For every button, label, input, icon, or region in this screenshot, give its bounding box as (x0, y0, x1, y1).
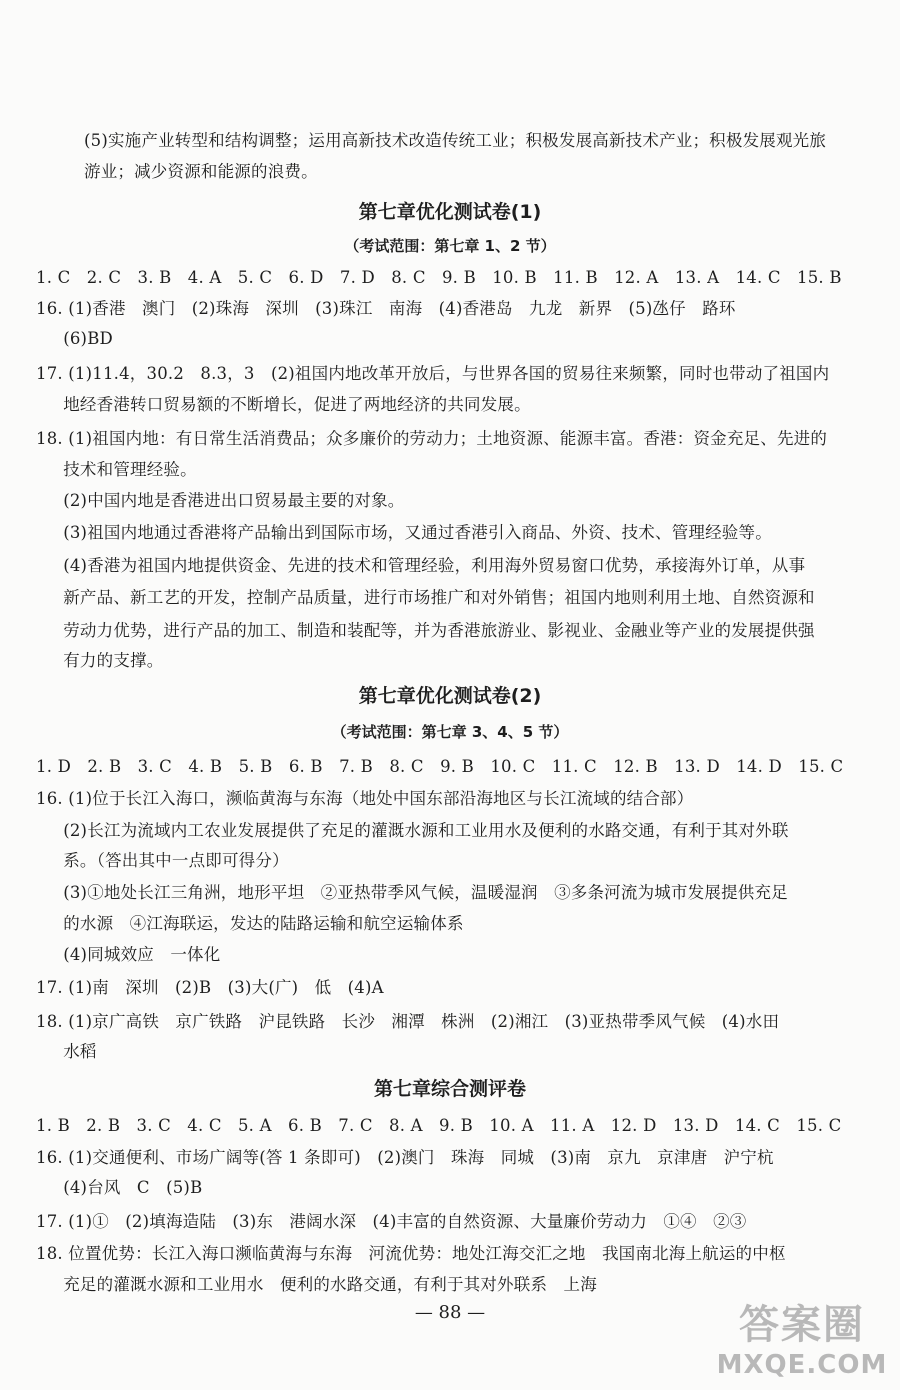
answer-line: 1. C 2. C 3. B 4. A 5. C 6. D 7. D 8. C 9. B 10. B 11. B 12. A 13. A 14. C 15. B (36, 268, 842, 287)
section-title-2: 第七章优化测试卷(2) (358, 685, 542, 707)
answer-line: (2)中国内地是香港进出口贸易最主要的对象。 (36, 491, 405, 510)
answer-line: 1. D 2. B 3. C 4. B 5. B 6. B 7. B 8. C 9. B 10. C 11. C 12. B 13. D 14. D 15. C (36, 757, 844, 776)
answer-line: 17. (1)① (2)填海造陆 (3)东 港阔水深 (4)丰富的自然资源、大量廉价劳动力 ①④ ②③ (36, 1212, 747, 1231)
watermark-logo (712, 1300, 892, 1385)
answer-line: 16. (1)位于长江入海口，濒临黄海与东海（地处中国东部沿海地区与长江流域的结合部） (36, 789, 694, 808)
answer-line: (4)台风 C (5)B (36, 1178, 203, 1197)
answer-line: 地经香港转口贸易额的不断增长，促进了两地经济的共同发展。 (36, 395, 531, 414)
answer-line: 的水源 ④江海联运，发达的陆路运输和航空运输体系 (36, 914, 464, 933)
answer-line: 技术和管理经验。 (36, 460, 197, 479)
section-title-3: 第七章综合测评卷 (373, 1078, 526, 1100)
answer-line: 新产品、新工艺的开发，控制产品质量，进行市场推广和对外销售；祖国内地则利用土地、自然资源和 (36, 588, 815, 607)
answer-line: (3)①地处长江三角洲，地形平坦 ②亚热带季风气候，温暖湿润 ③多条河流为城市发展提供充足 (36, 883, 788, 902)
answer-line: 16. (1)香港 澳门 (2)珠海 深圳 (3)珠江 南海 (4)香港岛 九龙 新界 (5)氹仔 路环 (36, 299, 736, 318)
answer-line: 充足的灌溉水源和工业用水 便利的水路交通，有利于其对外联系 上海 (36, 1275, 597, 1294)
answer-line: 16. (1)交通便利、市场广阔等(答 1 条即可) (2)澳门 珠海 同城 (3)南 京九 京津唐 沪宁杭 (36, 1148, 774, 1167)
watermark-text: 答案圈 (739, 1302, 865, 1348)
section-scope-1: （考试范围：第七章 1、2 节） (344, 237, 556, 255)
answer-line: 17. (1)南 深圳 (2)B (3)大(广) 低 (4)A (36, 978, 384, 997)
answer-line: (2)长江为流域内工农业发展提供了充足的灌溉水源和工业用水及便利的水路交通，有利于其对外联 (36, 821, 789, 840)
answer-line: 有力的支撑。 (36, 651, 164, 670)
intro-line-2: 游业；减少资源和能源的浪费。 (84, 162, 318, 181)
answer-line: 系。（答出其中一点即可得分） (36, 851, 289, 870)
page-number: — 88 — (414, 1302, 486, 1323)
answer-line: 17. (1)11.4，30.2 8.3，3 (2)祖国内地改革开放后，与世界各国的贸易往来频繁，同时也带动了祖国内 (36, 364, 830, 383)
answer-line: (3)祖国内地通过香港将产品输出到国际市场，又通过香港引入商品、外资、技术、管理经验等。 (36, 523, 772, 542)
intro-line-1: (5)实施产业转型和结构调整；运用高新技术改造传统工业；积极发展高新技术产业；积极发展观光旅 (84, 131, 827, 150)
answer-line: 1. B 2. B 3. C 4. C 5. A 6. B 7. C 8. A 9. B 10. A 11. A 12. D 13. D 14. C 15. C (36, 1116, 842, 1135)
answer-line: 18. (1)京广高铁 京广铁路 沪昆铁路 长沙 湘潭 株洲 (2)湘江 (3)亚热带季风气候 (4)水田 (36, 1012, 780, 1031)
answer-line: (6)BD (36, 329, 113, 348)
answer-line: (4)同城效应 一体化 (36, 945, 221, 964)
answer-line: 水稻 (36, 1042, 97, 1061)
answer-line: 劳动力优势，进行产品的加工、制造和装配等，并为香港旅游业、影视业、金融业等产业的发展提供强 (36, 621, 815, 640)
watermark-url: MXQE.COM (716, 1350, 888, 1380)
answer-line: 18. (1)祖国内地：有日常生活消费品；众多廉价的劳动力；土地资源、能源丰富。香港：资金充足、先进的 (36, 429, 828, 448)
answer-line: (4)香港为祖国内地提供资金、先进的技术和管理经验，利用海外贸易窗口优势，承接海外订单，从事 (36, 556, 806, 575)
answer-line: 18. 位置优势：长江入海口濒临黄海与东海 河流优势：地处江海交汇之地 我国南北海上航运的中枢 (36, 1244, 786, 1263)
section-scope-2: （考试范围：第七章 3、4、5 节） (331, 723, 569, 741)
section-title-1: 第七章优化测试卷(1) (358, 201, 542, 223)
